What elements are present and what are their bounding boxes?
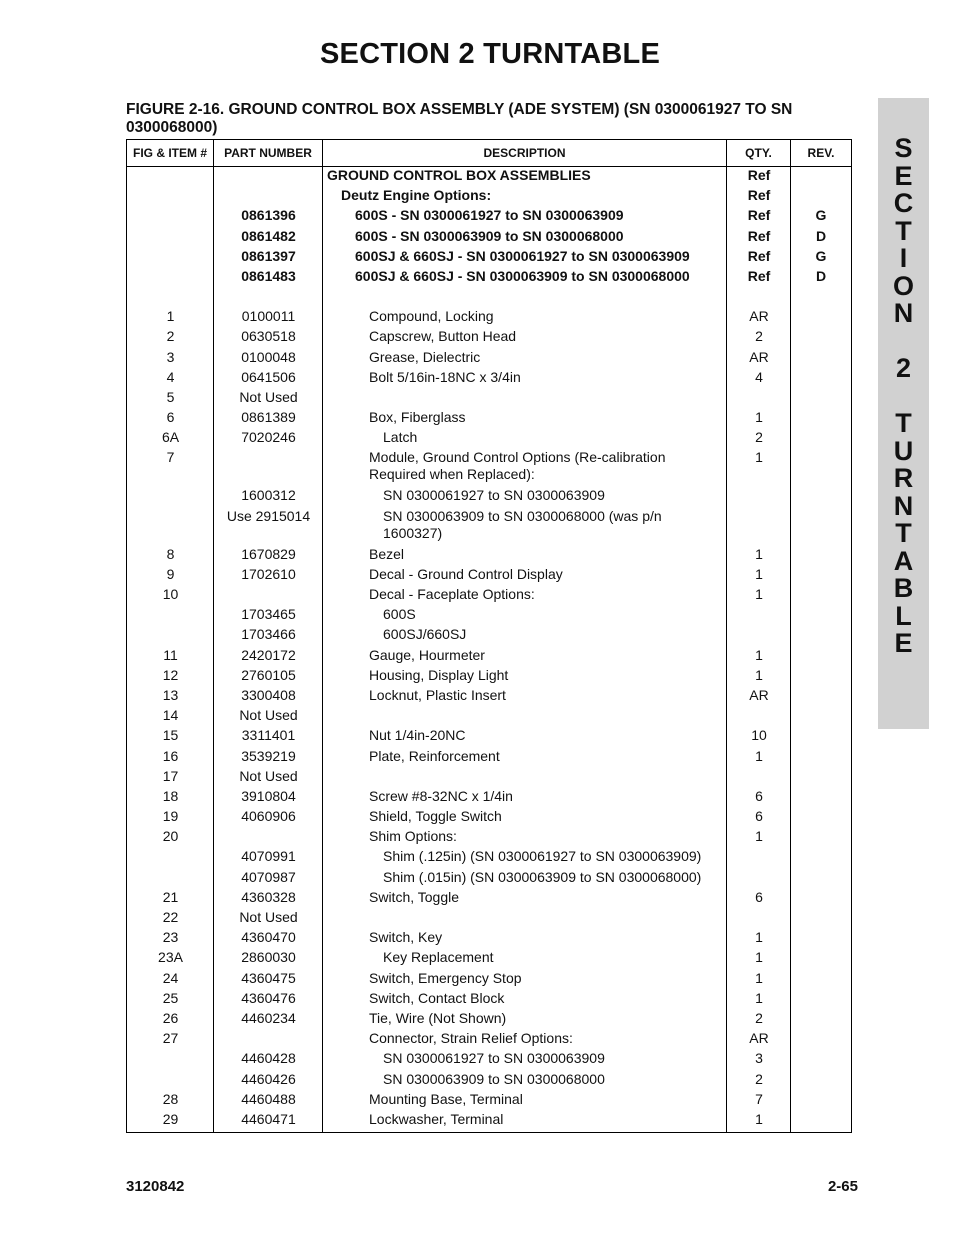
part-number: 2760105: [241, 666, 296, 683]
description: SN 0300063909 to SN 0300068000: [383, 1070, 605, 1087]
item-number: 26: [162, 1009, 179, 1026]
item-number: 6: [166, 409, 175, 426]
item-number: 14: [162, 707, 179, 724]
quantity: AR: [749, 686, 769, 703]
part-number: 4360470: [241, 929, 296, 946]
description: 600SJ/660SJ: [383, 626, 467, 643]
description: SN 0300061927 to SN 0300063909: [383, 1050, 605, 1067]
side-tab-letter: A: [893, 545, 914, 576]
part-number: 0861483: [241, 267, 296, 284]
table-spacer-row: [127, 288, 851, 308]
item-number: 21: [162, 888, 179, 905]
quantity: 1: [755, 409, 763, 426]
part-number: 1702610: [241, 565, 296, 582]
description: Box, Fiberglass: [369, 409, 466, 426]
description: Lockwasher, Terminal: [369, 1110, 504, 1127]
table-row: [127, 167, 851, 187]
description: Mounting Base, Terminal: [369, 1090, 523, 1107]
quantity: Ref: [747, 267, 771, 284]
part-number: 0641506: [241, 368, 296, 385]
item-number: 8: [166, 545, 175, 562]
table-row: [127, 248, 851, 268]
revision: D: [815, 267, 827, 284]
table-row: [127, 566, 851, 586]
part-number: 4060906: [241, 808, 296, 825]
quantity: 4: [755, 368, 763, 385]
quantity: Ref: [747, 247, 771, 264]
description: Nut 1/4in-20NC: [369, 727, 466, 744]
part-number: 4360476: [241, 989, 296, 1006]
page-number: 2-65: [827, 1178, 858, 1195]
description: SN 0300063909 to SN 0300068000 (was p/n 1600327): [383, 507, 662, 541]
quantity: 1: [755, 646, 763, 663]
description: Shim (.125in) (SN 0300061927 to SN 0300063909): [383, 848, 702, 865]
part-number: 4360328: [241, 888, 296, 905]
table-header: [127, 140, 851, 167]
table-row: [127, 949, 851, 969]
part-number: 1600312: [241, 487, 296, 504]
header-rev: REV.: [807, 146, 835, 160]
part-number: 4070987: [241, 868, 296, 885]
table-row: [127, 508, 851, 546]
item-number: 28: [162, 1090, 179, 1107]
description: Shield, Toggle Switch: [369, 808, 502, 825]
description: Switch, Contact Block: [369, 989, 505, 1006]
table-row: [127, 727, 851, 747]
quantity: AR: [749, 348, 769, 365]
quantity: 1: [755, 747, 763, 764]
side-tab-letter: R: [893, 463, 914, 493]
item-number: 2: [166, 328, 175, 345]
table-row: [127, 449, 851, 487]
revision: G: [815, 207, 827, 224]
table-row: [127, 748, 851, 768]
table-row: [127, 409, 851, 429]
item-number: 19: [162, 808, 179, 825]
description: Switch, Key: [369, 929, 443, 946]
part-number: 3300408: [241, 686, 296, 703]
table-row: [127, 687, 851, 707]
quantity: Ref: [747, 227, 771, 244]
quantity: 1: [755, 666, 763, 683]
quantity: 1: [755, 545, 763, 562]
table-row: [127, 848, 851, 868]
side-tab-letter: N: [893, 490, 914, 521]
part-number: 7020246: [241, 429, 296, 446]
part-number: Not Used: [239, 707, 298, 724]
quantity: AR: [749, 1030, 769, 1047]
quantity: 7: [755, 1090, 763, 1107]
item-number: 24: [162, 969, 179, 986]
item-number: 15: [162, 727, 179, 744]
item-number: 27: [162, 1030, 179, 1047]
part-number: 0861397: [241, 247, 296, 264]
table-row: [127, 1071, 851, 1091]
item-number: 9: [166, 565, 175, 582]
description: Compound, Locking: [369, 308, 494, 325]
quantity: 10: [751, 727, 767, 744]
description: Screw #8-32NC x 1/4in: [369, 787, 513, 804]
table-row: [127, 707, 851, 727]
quantity: 6: [755, 787, 763, 804]
description: Shim Options:: [369, 828, 457, 845]
item-number: 23: [162, 929, 179, 946]
table-row: [127, 228, 851, 248]
quantity: 1: [755, 969, 763, 986]
item-number: 1: [166, 308, 175, 325]
description: Bezel: [369, 545, 405, 562]
description: 600S - SN 0300061927 to SN 0300063909: [355, 207, 624, 224]
table-row: [127, 929, 851, 949]
description: Locknut, Plastic Insert: [369, 686, 506, 703]
side-tab-letter: N: [893, 298, 914, 328]
item-number: 18: [162, 787, 179, 804]
part-number: 3910804: [241, 787, 296, 804]
description: Gauge, Hourmeter: [369, 646, 485, 663]
part-number: 4460471: [241, 1110, 296, 1127]
quantity: Ref: [747, 167, 771, 183]
part-number: 2860030: [241, 949, 296, 966]
side-tab-letters: [878, 135, 929, 658]
header-item: FIG & ITEM #: [132, 146, 207, 160]
item-number: 10: [162, 586, 179, 602]
document-number: 3120842: [126, 1178, 185, 1195]
table-row: [127, 1050, 851, 1070]
description: Switch, Emergency Stop: [369, 969, 522, 986]
quantity: 1: [755, 1110, 763, 1127]
quantity: 2: [755, 429, 763, 446]
side-tab-letter: I: [899, 243, 908, 273]
side-tab-letter: 2: [895, 353, 912, 383]
quantity: 3: [755, 1050, 763, 1067]
description: GROUND CONTROL BOX ASSEMBLIES: [327, 167, 591, 183]
figure-title: FIGURE 2-16. GROUND CONTROL BOX ASSEMBLY (ADE SYSTEM) (SN 0300061927 TO SN 0300068000): [126, 101, 793, 136]
part-number: 4070991: [241, 848, 296, 865]
header-qty: QTY.: [745, 146, 772, 160]
table-row: [127, 369, 851, 389]
quantity: 6: [755, 888, 763, 905]
part-number: Not Used: [239, 767, 298, 784]
table-row: [127, 889, 851, 909]
quantity: 2: [755, 1009, 763, 1026]
section-title: SECTION 2 TURNTABLE: [320, 38, 660, 70]
item-number: 3: [166, 348, 175, 365]
table-row: [127, 1010, 851, 1030]
item-number: 13: [162, 686, 179, 703]
description: Latch: [383, 429, 418, 446]
item-number: 25: [162, 989, 179, 1006]
parts-table: [126, 139, 852, 1133]
part-number: Not Used: [239, 909, 298, 925]
description: 600SJ & 660SJ - SN 0300063909 to SN 0300068000: [355, 267, 690, 284]
table-row: [127, 667, 851, 687]
part-number: 3539219: [241, 747, 296, 764]
description: 600S: [383, 606, 416, 623]
quantity: 1: [755, 449, 763, 466]
revision: G: [815, 247, 827, 264]
table-row: [127, 207, 851, 227]
table-row: [127, 768, 851, 788]
table-row: [127, 187, 851, 207]
table-row: [127, 487, 851, 507]
part-number: 0100011: [241, 308, 296, 325]
side-tab-letter: S: [894, 133, 913, 163]
part-number: 0861389: [241, 409, 296, 426]
item-number: 23A: [158, 949, 183, 966]
quantity: 1: [755, 828, 763, 845]
part-number: 0630518: [241, 328, 296, 345]
description: Bolt 5/16in-18NC x 3/4in: [369, 368, 521, 385]
side-tab-letter: B: [893, 573, 914, 603]
quantity: 6: [755, 808, 763, 825]
side-tab-letter: T: [895, 518, 912, 548]
side-tab-letter: U: [893, 435, 914, 466]
part-number: 3311401: [241, 727, 296, 744]
quantity: Ref: [747, 187, 771, 204]
description: Tie, Wire (Not Shown): [369, 1009, 507, 1026]
side-tab-letter: E: [894, 160, 913, 191]
table-body: [127, 167, 851, 1131]
description: Housing, Display Light: [369, 666, 509, 683]
side-tab-letter: [878, 328, 929, 356]
description: SN 0300061927 to SN 0300063909: [383, 487, 605, 504]
item-number: 6A: [161, 429, 180, 446]
part-number: 0861482: [241, 227, 296, 244]
table-row: [127, 429, 851, 449]
part-number: 4460488: [241, 1090, 296, 1107]
table-row: [127, 970, 851, 990]
description: Capscrew, Button Head: [369, 328, 517, 345]
part-number: 1703466: [241, 626, 296, 643]
part-number: Not Used: [239, 388, 298, 405]
item-number: 7: [166, 449, 175, 466]
table-row: [127, 788, 851, 808]
description: Grease, Dielectric: [369, 348, 481, 365]
table-row: [127, 990, 851, 1010]
table-row: [127, 1111, 851, 1131]
quantity: 1: [755, 989, 763, 1006]
part-number: 2420172: [241, 646, 296, 663]
table-row: [127, 546, 851, 566]
description: 600SJ & 660SJ - SN 0300061927 to SN 0300063909: [355, 247, 690, 264]
side-tab-letter: O: [892, 270, 914, 301]
item-number: 4: [166, 368, 175, 385]
description: Switch, Toggle: [369, 888, 460, 905]
table-row: [127, 1091, 851, 1111]
section-side-tab: [878, 98, 929, 729]
item-number: 17: [162, 767, 179, 784]
part-number: 4460428: [241, 1050, 296, 1067]
quantity: 1: [755, 586, 763, 602]
description: Key Replacement: [383, 949, 494, 966]
description: Connector, Strain Relief Options:: [369, 1030, 573, 1047]
item-number: 12: [162, 666, 179, 683]
item-number: 11: [163, 646, 178, 663]
part-number: Use 2915014: [226, 507, 311, 524]
quantity: 2: [755, 1070, 763, 1087]
side-tab-letter: T: [895, 408, 912, 438]
table-row: [127, 308, 851, 328]
description: Module, Ground Control Options (Re-calibration Required when Replaced):: [369, 449, 666, 483]
side-tab-letter: L: [895, 600, 912, 631]
part-number: 0100048: [241, 348, 296, 365]
table-row: [127, 606, 851, 626]
table-row: [127, 328, 851, 348]
side-tab-letter: [878, 383, 929, 411]
revision: D: [815, 227, 827, 244]
header-part-number: PART NUMBER: [224, 146, 312, 160]
table-row: [127, 1030, 851, 1050]
header-description: DESCRIPTION: [483, 146, 566, 160]
side-tab-letter: C: [893, 188, 914, 218]
side-tab-letter: T: [895, 215, 912, 246]
item-number: 16: [162, 747, 179, 764]
table-row: [127, 909, 851, 929]
table-row: [127, 586, 851, 606]
part-number: 1670829: [241, 545, 296, 562]
item-number: 22: [162, 909, 179, 925]
table-row: [127, 349, 851, 369]
table-row: [127, 808, 851, 828]
quantity: Ref: [747, 207, 771, 224]
description: Plate, Reinforcement: [369, 747, 500, 764]
table-row: [127, 626, 851, 646]
item-number: 29: [162, 1110, 179, 1127]
item-number: 5: [166, 388, 175, 405]
table-row: [127, 647, 851, 667]
part-number: 1703465: [241, 606, 296, 623]
quantity: 2: [755, 328, 763, 345]
description: Shim (.015in) (SN 0300063909 to SN 0300068000): [383, 868, 702, 885]
quantity: 1: [755, 929, 763, 946]
table-row: [127, 268, 851, 288]
table-row: [127, 828, 851, 848]
part-number: 0861396: [241, 207, 296, 224]
description: Decal - Ground Control Display: [369, 565, 563, 582]
quantity: AR: [749, 308, 769, 325]
part-number: 4360475: [241, 969, 296, 986]
table-row: [127, 389, 851, 409]
item-number: 20: [162, 828, 179, 845]
part-number: 4460426: [241, 1070, 296, 1087]
quantity: 1: [755, 949, 763, 966]
description: 600S - SN 0300063909 to SN 0300068000: [355, 227, 624, 244]
quantity: 1: [755, 565, 763, 582]
table-row: [127, 869, 851, 889]
description: Deutz Engine Options:: [341, 187, 492, 204]
side-tab-letter: E: [894, 628, 913, 658]
part-number: 4460234: [241, 1009, 296, 1026]
description: Decal - Faceplate Options:: [369, 586, 535, 602]
